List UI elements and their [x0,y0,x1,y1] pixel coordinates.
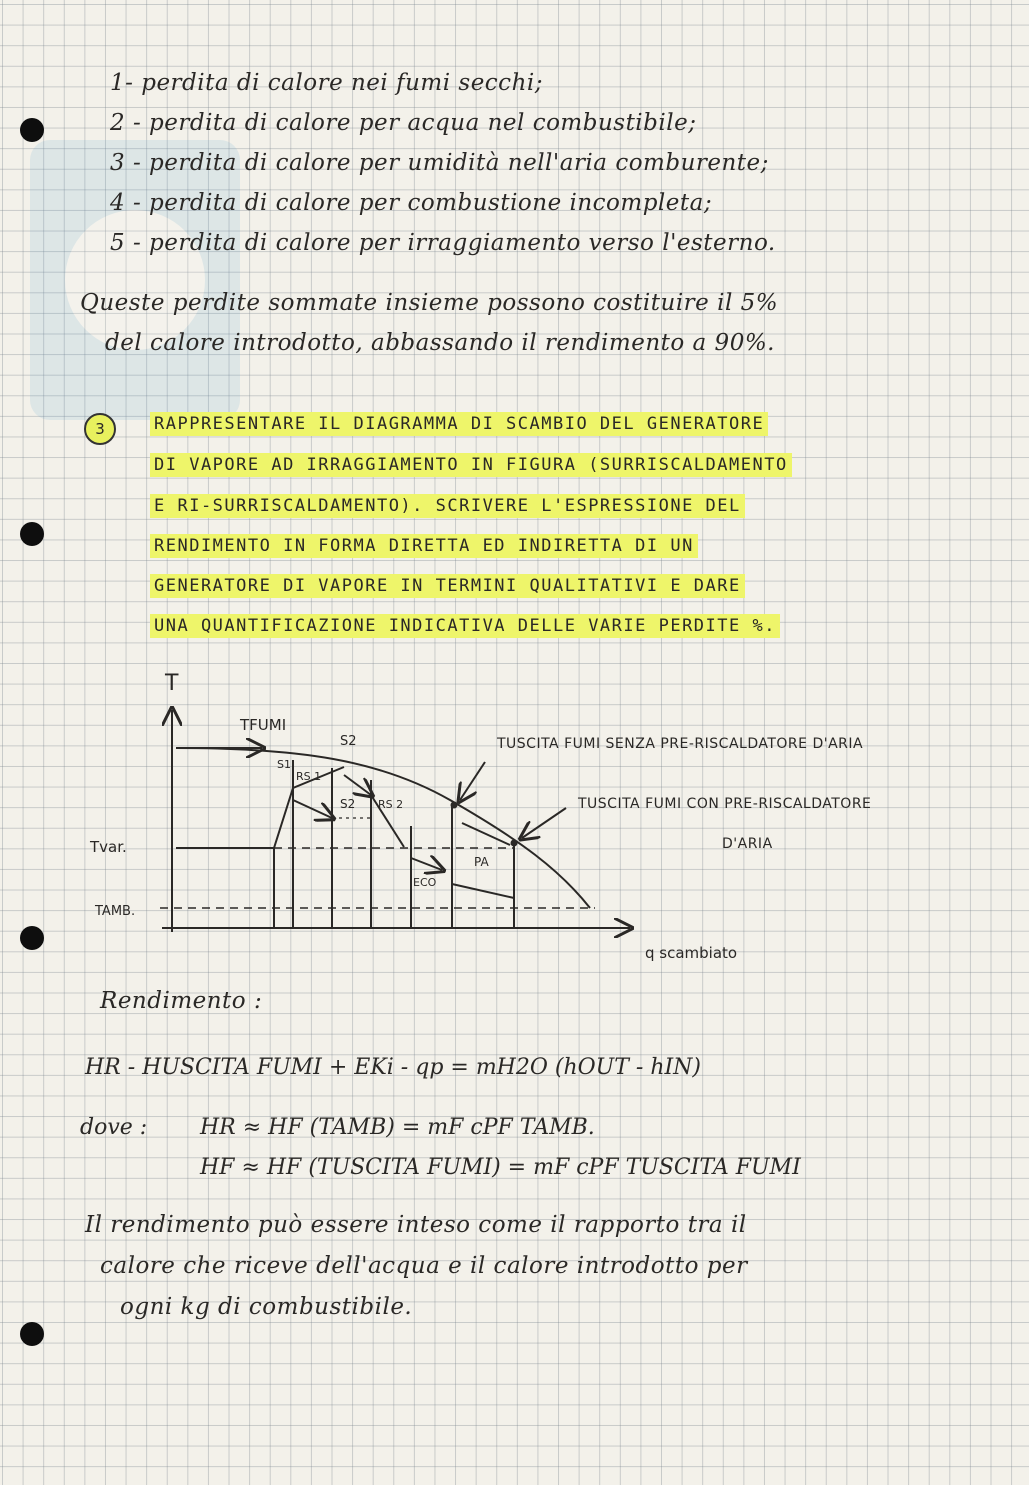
question-line-4: RENDIMENTO IN FORMA DIRETTA ED INDIRETTA DI UN [150,536,698,556]
s1-label: S1 [277,758,291,771]
note-without-preheater: TUSCITA FUMI SENZA PRE-RISCALDATORE D'ARIA [497,736,864,752]
loss-item-2: 2 - perdita di calore per acqua nel combustibile; [110,110,697,136]
t-var-label: Tvar. [90,838,127,856]
equation-hf: HF ≈ HF (TUSCITA FUMI) = mF cPF TUSCITA FUMI [200,1155,801,1180]
summary-line-1: Queste perdite sommate insieme possono costituire il 5% [80,290,779,316]
loss-item-1: 1- perdita di calore nei fumi secchi; [110,70,543,96]
question-line-1: RAPPRESENTARE IL DIAGRAMMA DI SCAMBIO DEL GENERATORE [150,414,768,434]
question-line-3: E RI-SURRISCALDAMENTO). SCRIVERE L'ESPRESSIONE DEL [150,496,745,516]
rs2-label: RS 2 [378,798,404,811]
rendimento-heading: Rendimento : [100,988,263,1014]
question-line-5: GENERATORE DI VAPORE IN TERMINI QUALITATIVI E DARE [150,576,745,596]
summary-line-2: del calore introdotto, abbassando il rendimento a 90%. [105,330,775,356]
pa-label: PA [474,855,489,869]
loss-item-4: 4 - perdita di calore per combustione incompleta; [110,190,713,216]
dove-label: dove : [80,1115,148,1140]
t-amb-label: TAMB. [95,904,136,919]
question-number: 3 [84,413,116,445]
s2-label: S2 [340,797,356,811]
equation-main: HR - HUSCITA FUMI + EKi - qp = mH2O (hOUT - hIN) [85,1055,702,1080]
question-line-6: UNA QUANTIFICAZIONE INDICATIVA DELLE VARIE PERDITE %. [150,616,780,636]
s2-top-label: S2 [340,734,357,749]
flue-gas-curve [176,748,590,908]
conclusion-line-2: calore che riceve dell'acqua e il calore introdotto per [100,1253,748,1279]
y-axis-label: T [165,671,179,696]
x-axis-label: q scambiato [645,944,738,962]
eco-label: ECO [413,876,437,889]
note-with-preheater-1: TUSCITA FUMI CON PRE-RISCALDATORE [578,796,872,812]
conclusion-line-1: Il rendimento può essere inteso come il rapporto tra il [85,1212,747,1238]
loss-item-3: 3 - perdita di calore per umidità nell'aria comburente; [110,150,769,176]
question-line-2: DI VAPORE AD IRRAGGIAMENTO IN FIGURA (SURRISCALDAMENTO [150,455,792,475]
t-fumi-label: TFUMI [240,716,287,734]
conclusion-line-3: ogni kg di combustibile. [120,1294,413,1320]
loss-item-5: 5 - perdita di calore per irraggiamento verso l'esterno. [110,230,776,256]
equation-hr: HR ≈ HF (TAMB) = mF cPF TAMB. [200,1115,595,1140]
rs1-label: RS 1 [296,770,322,783]
note-with-preheater-2: D'ARIA [722,836,773,852]
